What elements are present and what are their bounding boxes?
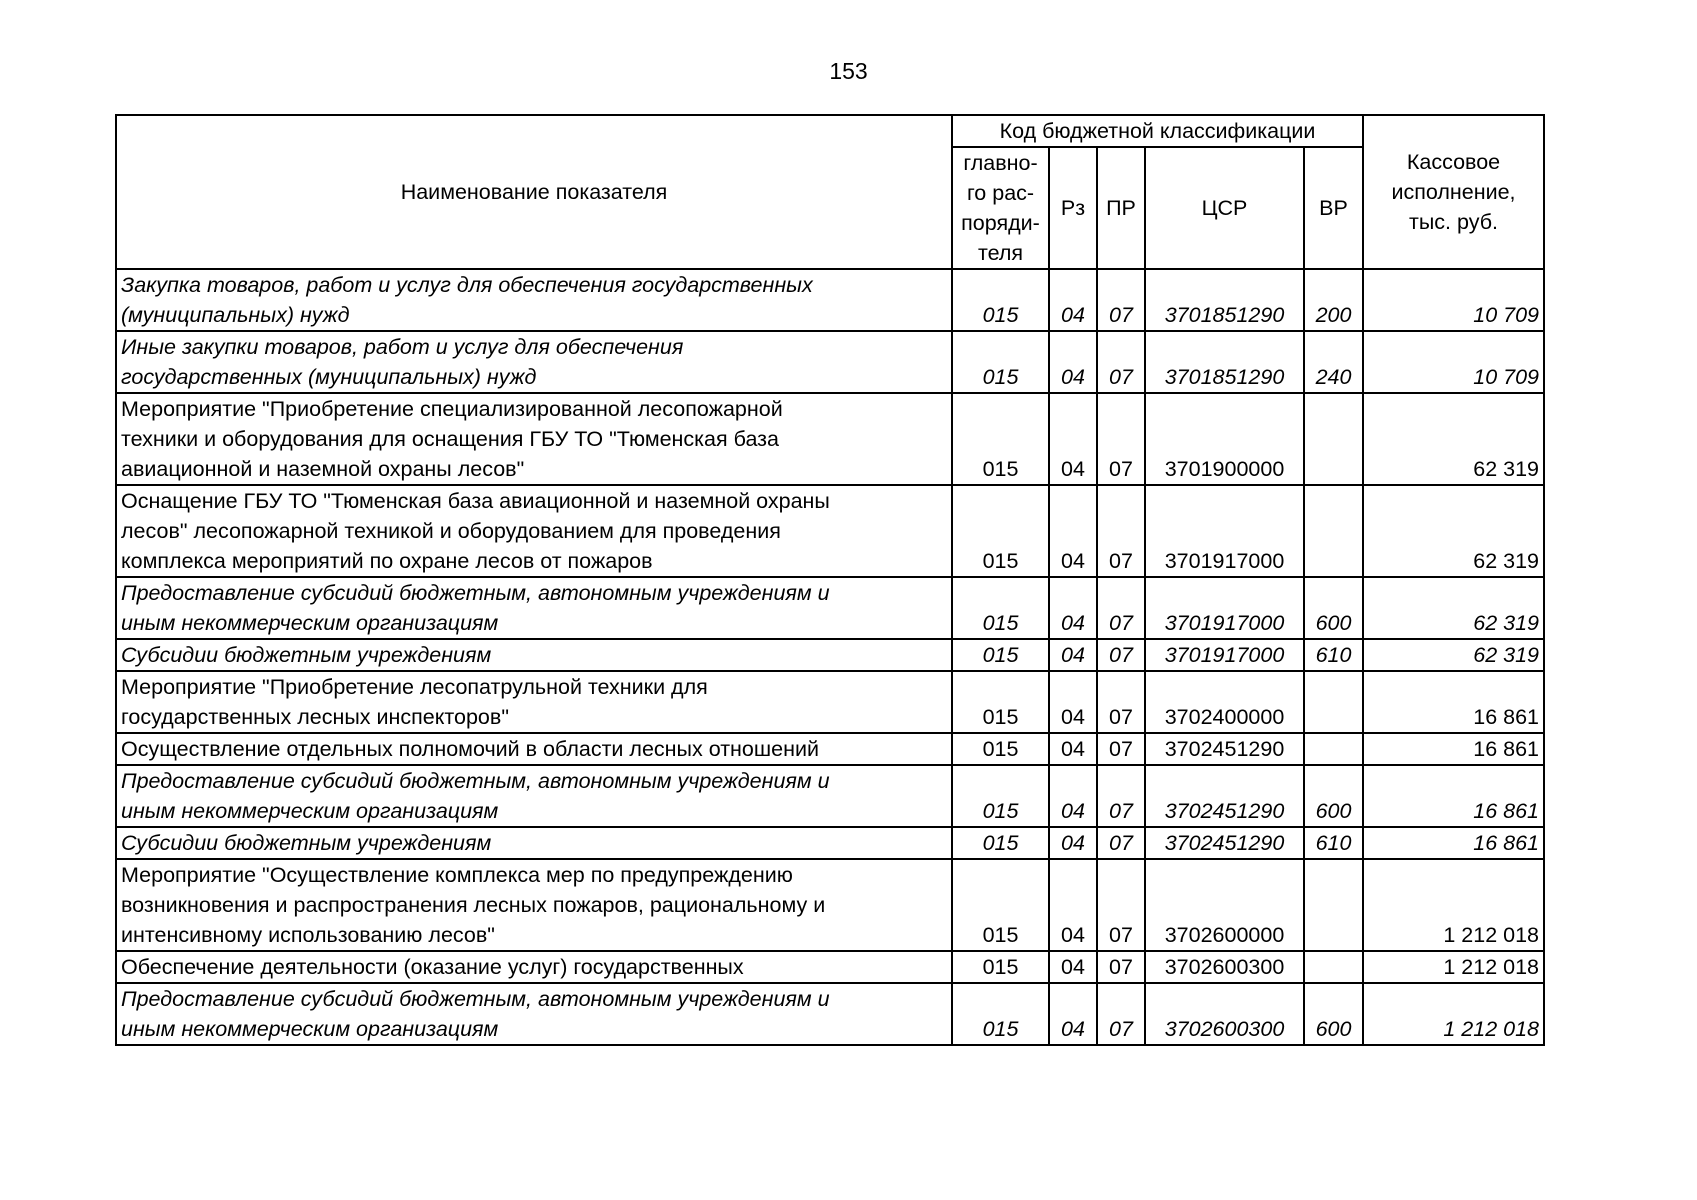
cell-rz: 04 — [1050, 332, 1098, 394]
cell-name — [115, 578, 953, 640]
cell-pr: 07 — [1098, 828, 1146, 860]
cell-csr: 3702600000 — [1146, 860, 1305, 952]
cell-name-line: (муниципальных) нужд — [121, 303, 350, 327]
cell-sum: 1 212 018 — [1364, 952, 1545, 984]
cell-name-line: авиационной и наземной охраны лесов" — [121, 457, 525, 481]
cell-csr: 3701917000 — [1146, 486, 1305, 578]
cell-name-line: Мероприятие "Приобретение лесопатрульной техники для — [121, 675, 708, 699]
cell-glavnogo: 015 — [953, 578, 1050, 640]
cell-csr: 3702600300 — [1146, 952, 1305, 984]
cell-glavnogo: 015 — [953, 984, 1050, 1046]
cell-pr: 07 — [1098, 578, 1146, 640]
cell-sum: 10 709 — [1364, 332, 1545, 394]
cell-pr: 07 — [1098, 486, 1146, 578]
table-row — [115, 828, 1545, 860]
table-row — [115, 952, 1545, 984]
cell-vr: 600 — [1305, 578, 1364, 640]
header-rz: Рз — [1050, 148, 1098, 270]
cell-vr — [1305, 394, 1364, 486]
cell-name-line: возникновения и распространения лесных пожаров, рациональному и — [121, 893, 826, 917]
cell-sum: 62 319 — [1364, 578, 1545, 640]
table-row — [115, 672, 1545, 734]
cell-glavnogo: 015 — [953, 486, 1050, 578]
table-row — [115, 486, 1545, 578]
cell-name-line: иным некоммерческим организациям — [121, 1017, 499, 1041]
cell-csr: 3702451290 — [1146, 766, 1305, 828]
page-number: 153 — [829, 58, 868, 84]
cell-name — [115, 332, 953, 394]
cell-sum: 10 709 — [1364, 270, 1545, 332]
cell-name-line: Предоставление субсидий бюджетным, автономным учреждениям и — [121, 581, 830, 605]
header-glavnogo-line: теля — [977, 241, 1024, 265]
table-row — [115, 394, 1545, 486]
cell-glavnogo: 015 — [953, 766, 1050, 828]
cell-sum: 62 319 — [1364, 394, 1545, 486]
cell-vr: 610 — [1305, 828, 1364, 860]
header-name: Наименование показателя — [115, 114, 953, 270]
cell-pr: 07 — [1098, 332, 1146, 394]
table-row — [115, 270, 1545, 332]
header-glavnogo-line: главно- — [963, 151, 1038, 175]
header-csr: ЦСР — [1146, 148, 1305, 270]
cell-sum: 16 861 — [1364, 672, 1545, 734]
cell-name — [115, 860, 953, 952]
cell-sum: 16 861 — [1364, 828, 1545, 860]
cell-name — [115, 640, 953, 672]
header-pr: ПР — [1098, 148, 1146, 270]
cell-csr: 3701917000 — [1146, 578, 1305, 640]
cell-name-line: иным некоммерческим организациям — [121, 611, 499, 635]
cell-rz: 04 — [1050, 672, 1098, 734]
cell-rz: 04 — [1050, 578, 1098, 640]
cell-name — [115, 270, 953, 332]
cell-glavnogo: 015 — [953, 828, 1050, 860]
cell-name — [115, 766, 953, 828]
cell-csr: 3701900000 — [1146, 394, 1305, 486]
cell-name-line: Субсидии бюджетным учреждениям — [121, 831, 492, 855]
header-classification-group: Код бюджетной классификации — [953, 114, 1364, 148]
cell-glavnogo: 015 — [953, 952, 1050, 984]
table-row — [115, 734, 1545, 766]
cell-csr: 3702451290 — [1146, 828, 1305, 860]
cell-sum: 62 319 — [1364, 486, 1545, 578]
cell-name — [115, 672, 953, 734]
cell-sum: 16 861 — [1364, 734, 1545, 766]
cell-name-line: Осуществление отдельных полномочий в области лесных отношений — [121, 737, 819, 761]
cell-name-line: техники и оборудования для оснащения ГБУ ТО "Тюменская база — [121, 427, 779, 451]
cell-name-line: лесов" лесопожарной техникой и оборудованием для проведения — [121, 519, 781, 543]
cell-name-line: Предоставление субсидий бюджетным, автономным учреждениям и — [121, 987, 830, 1011]
cell-name-line: Закупка товаров, работ и услуг для обеспечения государственных — [121, 273, 813, 297]
cell-pr: 07 — [1098, 640, 1146, 672]
cell-rz: 04 — [1050, 734, 1098, 766]
cell-name-line: Субсидии бюджетным учреждениям — [121, 643, 492, 667]
cell-vr: 200 — [1305, 270, 1364, 332]
cell-csr: 3702451290 — [1146, 734, 1305, 766]
cell-pr: 07 — [1098, 394, 1146, 486]
cell-name — [115, 952, 953, 984]
cell-name — [115, 828, 953, 860]
cell-pr: 07 — [1098, 766, 1146, 828]
header-sum — [1364, 114, 1545, 270]
header-glavnogo-line: го рас- — [966, 181, 1035, 205]
table-body — [115, 270, 1545, 1046]
header-sum-line: исполнение, — [1391, 180, 1516, 204]
cell-pr: 07 — [1098, 860, 1146, 952]
cell-name-line: государственных лесных инспекторов" — [121, 705, 509, 729]
cell-vr: 600 — [1305, 766, 1364, 828]
budget-table — [115, 114, 1545, 1046]
cell-rz: 04 — [1050, 860, 1098, 952]
cell-glavnogo: 015 — [953, 270, 1050, 332]
cell-vr — [1305, 734, 1364, 766]
cell-vr — [1305, 952, 1364, 984]
cell-glavnogo: 015 — [953, 860, 1050, 952]
cell-name — [115, 394, 953, 486]
table-row — [115, 332, 1545, 394]
cell-vr — [1305, 672, 1364, 734]
cell-name-line: Обеспечение деятельности (оказание услуг) государственных — [121, 955, 744, 979]
cell-csr: 3702400000 — [1146, 672, 1305, 734]
cell-sum: 16 861 — [1364, 766, 1545, 828]
header-sum-line: Кассовое — [1406, 150, 1501, 174]
cell-vr: 240 — [1305, 332, 1364, 394]
cell-csr: 3701851290 — [1146, 270, 1305, 332]
cell-name-line: интенсивному использованию лесов" — [121, 923, 495, 947]
cell-pr: 07 — [1098, 734, 1146, 766]
cell-vr — [1305, 860, 1364, 952]
cell-name-line: Иные закупки товаров, работ и услуг для обеспечения — [121, 335, 684, 359]
cell-csr: 3702600300 — [1146, 984, 1305, 1046]
table-row — [115, 984, 1545, 1046]
cell-sum: 62 319 — [1364, 640, 1545, 672]
cell-pr: 07 — [1098, 952, 1146, 984]
cell-rz: 04 — [1050, 952, 1098, 984]
cell-csr: 3701851290 — [1146, 332, 1305, 394]
header-glavnogo — [953, 148, 1050, 270]
cell-pr: 07 — [1098, 270, 1146, 332]
table-row — [115, 640, 1545, 672]
cell-vr: 610 — [1305, 640, 1364, 672]
header-vr: ВР — [1305, 148, 1364, 270]
cell-name-line: Мероприятие "Осуществление комплекса мер по предупреждению — [121, 863, 793, 887]
cell-rz: 04 — [1050, 640, 1098, 672]
table-row — [115, 578, 1545, 640]
cell-name-line: государственных (муниципальных) нужд — [121, 365, 537, 389]
cell-rz: 04 — [1050, 394, 1098, 486]
table-row — [115, 860, 1545, 952]
cell-glavnogo: 015 — [953, 672, 1050, 734]
cell-rz: 04 — [1050, 766, 1098, 828]
cell-vr: 600 — [1305, 984, 1364, 1046]
cell-name — [115, 734, 953, 766]
cell-csr: 3701917000 — [1146, 640, 1305, 672]
cell-name-line: комплекса мероприятий по охране лесов от пожаров — [121, 549, 653, 573]
cell-name-line: Мероприятие "Приобретение специализированной лесопожарной — [121, 397, 783, 421]
cell-name-line: Предоставление субсидий бюджетным, автономным учреждениям и — [121, 769, 830, 793]
cell-sum: 1 212 018 — [1364, 860, 1545, 952]
header-glavnogo-line: поряди- — [961, 211, 1040, 235]
cell-pr: 07 — [1098, 672, 1146, 734]
cell-name-line: Оснащение ГБУ ТО "Тюменская база авиационной и наземной охраны — [121, 489, 830, 513]
cell-rz: 04 — [1050, 828, 1098, 860]
cell-glavnogo: 015 — [953, 332, 1050, 394]
table-row — [115, 766, 1545, 828]
cell-rz: 04 — [1050, 486, 1098, 578]
cell-name-line: иным некоммерческим организациям — [121, 799, 499, 823]
header-sum-line: тыс. руб. — [1409, 210, 1498, 234]
cell-name — [115, 984, 953, 1046]
cell-glavnogo: 015 — [953, 394, 1050, 486]
cell-rz: 04 — [1050, 984, 1098, 1046]
cell-glavnogo: 015 — [953, 734, 1050, 766]
cell-pr: 07 — [1098, 984, 1146, 1046]
cell-name — [115, 486, 953, 578]
cell-rz: 04 — [1050, 270, 1098, 332]
cell-vr — [1305, 486, 1364, 578]
cell-sum: 1 212 018 — [1364, 984, 1545, 1046]
cell-glavnogo: 015 — [953, 640, 1050, 672]
